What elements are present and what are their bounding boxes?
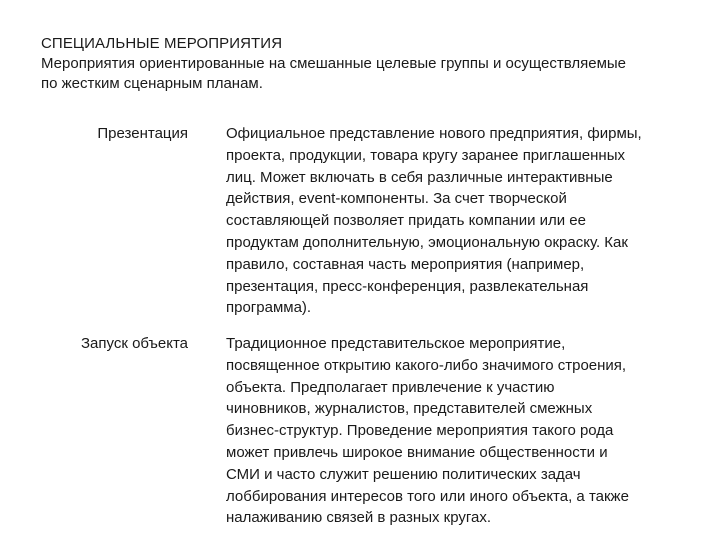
slide-title: СПЕЦИАЛЬНЫЕ МЕРОПРИЯТИЯ xyxy=(41,35,283,52)
slide-subtitle-line: по жестким сценарным планам. xyxy=(41,75,263,92)
definition-line: программа). xyxy=(226,299,312,317)
definition-line: может привлечь широкое внимание общественности и xyxy=(226,443,608,461)
definition-line: Традиционное представительское мероприятие, xyxy=(226,335,566,352)
definition-line: чиновников, журналистов, представителей смежных xyxy=(226,400,593,418)
definition-line: лиц. Может включать в себя различные интерактивные xyxy=(226,168,613,186)
definition-line: действия, event-компоненты. За счет творческой xyxy=(226,190,567,208)
definition-line: продуктам дополнительную, эмоциональную окраску. Как xyxy=(226,233,628,251)
term-object-launch: Запуск объекта xyxy=(80,335,188,352)
definition-line: налаживанию связей в разных кругах. xyxy=(226,509,492,527)
definition-object-launch xyxy=(226,333,696,529)
definition-line: бизнес-структур. Проведение мероприятия такого рода xyxy=(226,422,614,440)
definition-line: посвященное открытию какого-либо значимого строения, xyxy=(226,356,627,374)
definition-line: презентация, пресс-конференция, развлекательная xyxy=(226,277,589,295)
slide-heading xyxy=(41,34,691,94)
definition-line: объекта. Предполагает привлечение к участию xyxy=(226,378,555,396)
definition-line: проекта, продукции, товара кругу заранее приглашенных xyxy=(226,146,625,164)
definition-presentation xyxy=(226,123,696,319)
definition-line: правило, составная часть мероприятия (например, xyxy=(226,255,585,273)
definition-line: составляющей позволяет придать компании или ее xyxy=(226,212,586,230)
definition-line: СМИ и часто служит решению политических задач xyxy=(226,465,581,483)
slide-subtitle-line: Мероприятия ориентированные на смешанные целевые группы и осуществляемые xyxy=(41,55,627,72)
definition-line: Официальное представление нового предприятия, фирмы, xyxy=(226,125,642,142)
definition-line: лоббирования интересов того или иного объекта, а также xyxy=(226,487,629,505)
term-presentation: Презентация xyxy=(97,125,188,142)
